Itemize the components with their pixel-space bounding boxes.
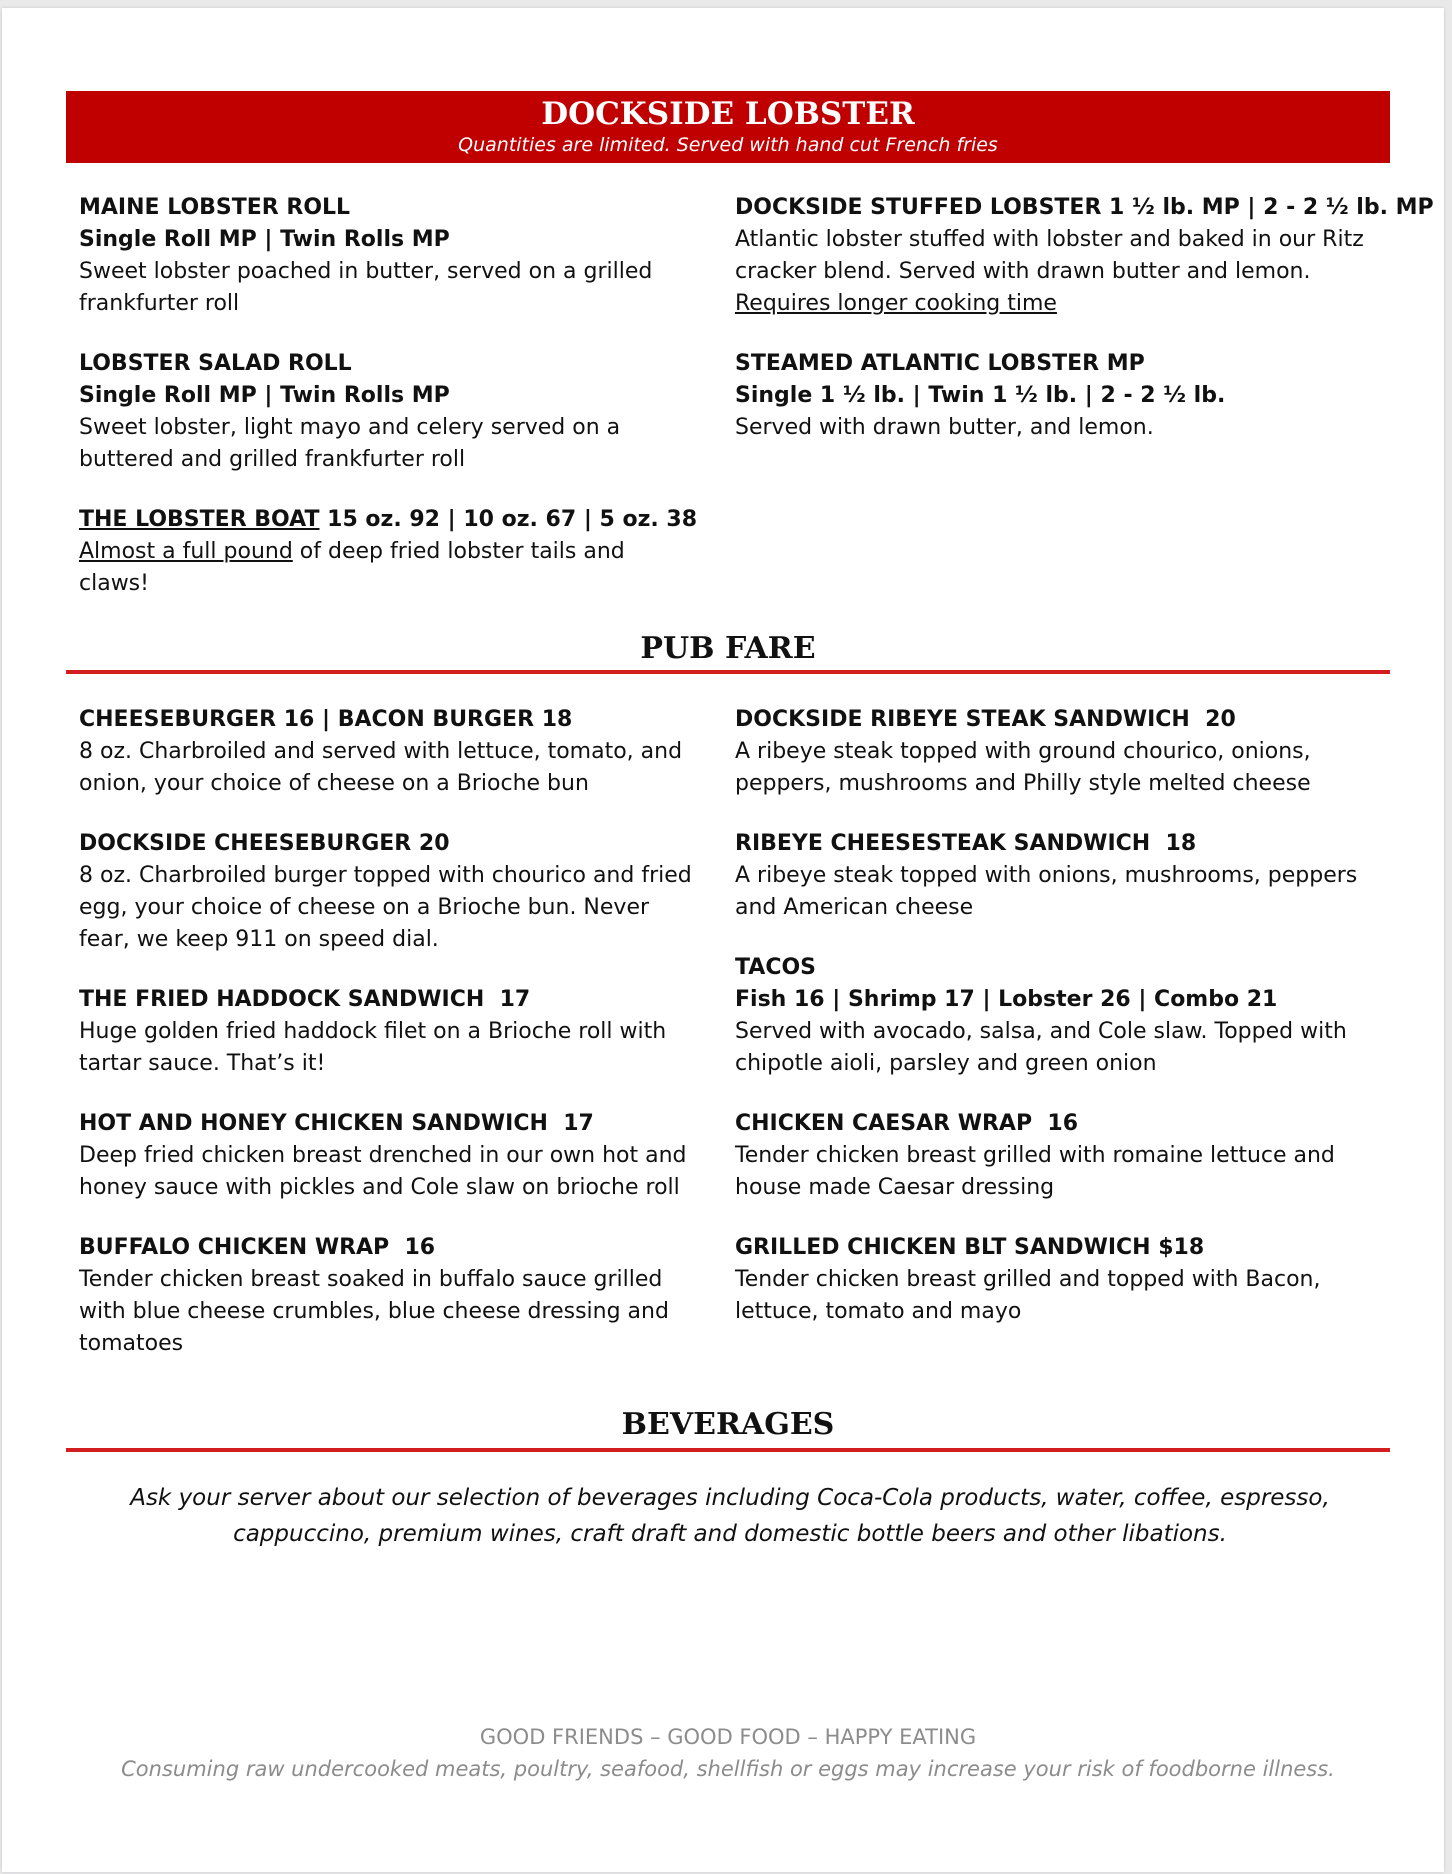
item-description: Huge golden fried haddock filet on a Brioche roll with tartar sauce. That’s it! [79,1019,667,1076]
menu-item [735,1232,1385,1328]
item-name: DOCKSIDE STUFFED LOBSTER 1 ½ lb. MP | 2 - 2 ½ lb. MP [735,195,1434,220]
menu-item [79,1108,699,1204]
menu-item [735,1108,1385,1204]
menu-item [735,828,1385,924]
footer-disclaimer: Consuming raw undercooked meats, poultry, seafood, shellfish or eggs may increase your risk of foodborne illness. [121,1757,1335,1781]
menu-item [735,952,1385,1080]
item-name: THE FRIED HADDOCK SANDWICH 17 [79,987,531,1012]
item-name: GRILLED CHICKEN BLT SANDWICH $18 [735,1235,1205,1260]
item-name: TACOS [735,955,817,980]
lobster-section-title: DOCKSIDE LOBSTER [541,96,915,132]
item-prices: Single 1 ½ lb. | Twin 1 ½ lb. | 2 - 2 ½ lb. [735,383,1226,408]
boat-desc-highlight: Almost a full pound [79,539,293,564]
menu-item [735,192,1434,320]
item-prices: Single Roll MP | Twin Rolls MP [79,227,450,252]
menu-item [79,1232,699,1360]
menu-item [79,348,699,476]
item-description: 8 oz. Charbroiled and served with lettuce, tomato, and onion, your choice of cheese on a Brioche bun [79,739,683,796]
item-description: 8 oz. Charbroiled burger topped with chourico and fried egg, your choice of cheese on a Brioche bun. Never fear, we keep 911 on speed dial. [79,863,692,952]
item-description: Deep fried chicken breast drenched in our own hot and honey sauce with pickles and Cole slaw on brioche roll [79,1143,687,1200]
item-name: CHICKEN CAESAR WRAP 16 [735,1111,1078,1136]
pub-right-column [735,704,1385,1356]
item-name: CHEESEBURGER 16 | BACON BURGER 18 [79,707,573,732]
item-name: MAINE LOBSTER ROLL [79,195,351,220]
lobster-banner [66,91,1390,163]
boat-prices: 15 oz. 92 | 10 oz. 67 | 5 oz. 38 [319,507,698,532]
item-description: Tender chicken breast soaked in buffalo sauce grilled with blue cheese crumbles, blue cheese dressing and tomatoes [79,1267,669,1356]
beverages-description: Ask your server about our selection of beverages including Coca-Cola products, water, coffee, espresso, cappuccino, premium wines, craft draft and domestic bottle beers and other libations. [130,1485,1330,1547]
item-name: BUFFALO CHICKEN WRAP 16 [79,1235,436,1260]
item-description: Tender chicken breast grilled with romaine lettuce and house made Caesar dressing [735,1143,1335,1200]
item-note: Requires longer cooking time [735,291,1057,316]
menu-item-lobster-boat [79,504,699,600]
item-name: STEAMED ATLANTIC LOBSTER MP [735,351,1145,376]
menu-item [735,348,1385,444]
item-name: DOCKSIDE CHEESEBURGER 20 [79,831,450,856]
lobster-left-column [79,192,699,628]
item-name: DOCKSIDE RIBEYE STEAK SANDWICH 20 [735,707,1236,732]
item-description [79,536,699,600]
item-description: Atlantic lobster stuffed with lobster and baked in our Ritz cracker blend. Served with drawn butter and lemon. [735,227,1364,284]
item-name: LOBSTER SALAD ROLL [79,351,352,376]
item-prices: Single Roll MP | Twin Rolls MP [79,383,450,408]
item-description: Sweet lobster, light mayo and celery served on a buttered and grilled frankfurter roll [79,415,621,472]
beverages-divider [66,1448,1390,1452]
item-prices: Fish 16 | Shrimp 17 | Lobster 26 | Combo 21 [735,987,1278,1012]
pub-left-column [79,704,699,1388]
lobster-right-column [735,192,1434,472]
item-description: Served with drawn butter, and lemon. [735,415,1154,440]
menu-item [79,704,699,800]
boat-name: THE LOBSTER BOAT [79,507,320,532]
footer-tagline: GOOD FRIENDS – GOOD FOOD – HAPPY EATING [479,1725,977,1749]
item-name: HOT AND HONEY CHICKEN SANDWICH 17 [79,1111,594,1136]
menu-item [735,704,1385,800]
item-description: Tender chicken breast grilled and topped with Bacon, lettuce, tomato and mayo [735,1267,1321,1324]
menu-item [79,828,699,956]
pub-fare-title: PUB FARE [640,631,816,666]
pub-fare-divider [66,670,1390,674]
item-name [79,504,699,536]
item-description: Served with avocado, salsa, and Cole slaw. Topped with chipotle aioli, parsley and green onion [735,1019,1347,1076]
item-description: A ribeye steak topped with onions, mushrooms, peppers and American cheese [735,863,1358,920]
item-description: A ribeye steak topped with ground chourico, onions, peppers, mushrooms and Philly style melted cheese [735,739,1311,796]
beverages-title: BEVERAGES [621,1407,835,1442]
menu-item [79,192,699,320]
item-description: Sweet lobster poached in butter, served on a grilled frankfurter roll [79,259,653,316]
menu-item [79,984,699,1080]
item-name: RIBEYE CHEESESTEAK SANDWICH 18 [735,831,1197,856]
lobster-section-subtitle: Quantities are limited. Served with hand cut French fries [458,134,998,156]
boat-desc-rest: of deep fried lobster tails and claws! [79,539,625,596]
